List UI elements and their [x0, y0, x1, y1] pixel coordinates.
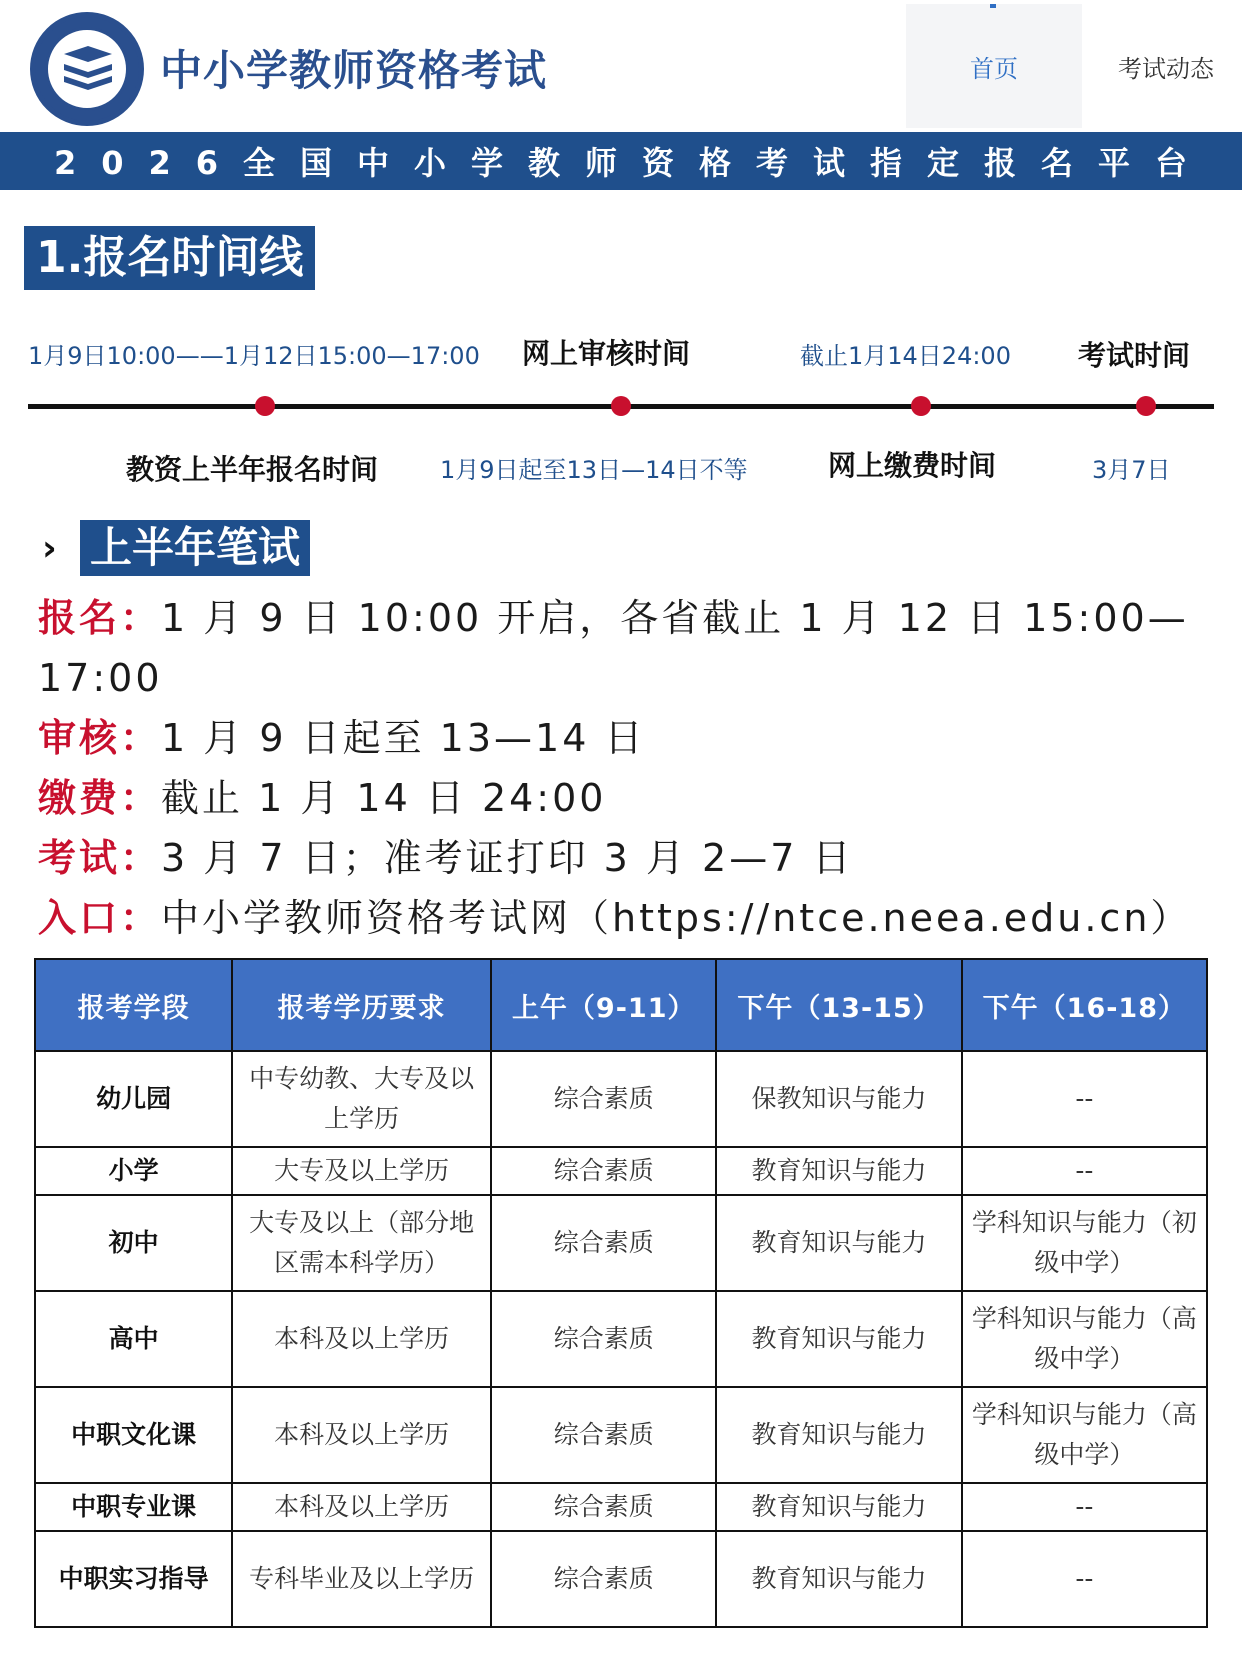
timeline-dot	[1136, 396, 1156, 416]
exam-schedule-table	[34, 958, 1208, 1628]
table-row	[35, 1531, 1207, 1627]
active-tab-marker	[990, 4, 996, 8]
table-cell: 本科及以上学历	[232, 1291, 491, 1387]
timeline-label: 网上审核时间	[522, 337, 691, 370]
table-cell: 综合素质	[491, 1483, 716, 1531]
timeline-dot	[911, 396, 931, 416]
timeline-label: 3月7日	[1092, 456, 1171, 484]
table-cell: 学科知识与能力（初级中学）	[962, 1195, 1207, 1291]
detail-line	[38, 768, 1208, 828]
column-header: 报考学段	[35, 959, 232, 1051]
platform-banner: 2026全国中小学教师资格考试指定报名平台	[0, 132, 1242, 190]
detail-text: 3 月 7 日；准考证打印 3 月 2—7 日	[161, 836, 854, 880]
timeline-label: 考试时间	[1078, 339, 1191, 372]
timeline-dot	[255, 396, 275, 416]
table-cell: 中职实习指导	[35, 1531, 232, 1627]
entry-link[interactable]: 中小学教师资格考试网（https://ntce.neea.edu.cn）	[161, 896, 1192, 940]
section-title: 1.报名时间线	[24, 226, 315, 290]
table-cell: 大专及以上学历	[232, 1147, 491, 1195]
column-header: 上午（9-11）	[491, 959, 716, 1051]
timeline-label: 1月9日10:00——1月12日15:00—17:00	[28, 342, 480, 370]
table-cell: 大专及以上（部分地区需本科学历）	[232, 1195, 491, 1291]
timeline-label: 1月9日起至13日—14日不等	[440, 456, 748, 484]
table-cell: 中职专业课	[35, 1483, 232, 1531]
table-cell: 保教知识与能力	[716, 1051, 961, 1147]
table-cell: 本科及以上学历	[232, 1387, 491, 1483]
table-cell: 综合素质	[491, 1147, 716, 1195]
table-cell: --	[962, 1483, 1207, 1531]
detail-text: 1 月 9 日起至 13—14 日	[161, 716, 646, 760]
table-cell: 本科及以上学历	[232, 1483, 491, 1531]
site-title: 中小学教师资格考试	[160, 46, 548, 95]
column-header: 报考学历要求	[232, 959, 491, 1051]
detail-label: 考试：	[38, 836, 162, 880]
detail-text: 1 月 9 日 10:00 开启，各省截止 1 月 12 日 15:00—17:00	[38, 596, 1189, 700]
table-cell: 教育知识与能力	[716, 1195, 961, 1291]
detail-label: 缴费：	[38, 776, 162, 820]
table-cell: 教育知识与能力	[716, 1483, 961, 1531]
timeline-dot	[611, 396, 631, 416]
table-row	[35, 1051, 1207, 1147]
table-cell: 中职文化课	[35, 1387, 232, 1483]
site-logo[interactable]	[30, 12, 144, 126]
timeline-label: 教资上半年报名时间	[126, 453, 379, 486]
table-cell: 教育知识与能力	[716, 1531, 961, 1627]
nav-news-tab[interactable]	[1090, 4, 1242, 128]
detail-line	[38, 708, 1208, 768]
table-row	[35, 1483, 1207, 1531]
table-cell: 小学	[35, 1147, 232, 1195]
table-row	[35, 1147, 1207, 1195]
detail-label: 报名：	[38, 596, 162, 640]
nav-news-label: 考试动态	[1118, 54, 1214, 83]
chevron-right-icon: ›	[42, 528, 57, 569]
detail-label: 审核：	[38, 716, 162, 760]
subsection-title: 上半年笔试	[80, 520, 310, 576]
detail-line	[38, 888, 1208, 948]
table-cell: 学科知识与能力（高级中学）	[962, 1387, 1207, 1483]
table-cell: 综合素质	[491, 1387, 716, 1483]
table-cell: 幼儿园	[35, 1051, 232, 1147]
table-cell: 教育知识与能力	[716, 1387, 961, 1483]
table-header-row	[35, 959, 1207, 1051]
table-cell: 学科知识与能力（高级中学）	[962, 1291, 1207, 1387]
nav-home-label: 首页	[970, 54, 1018, 83]
timeline-label: 网上缴费时间	[828, 449, 997, 482]
table-row	[35, 1195, 1207, 1291]
table-cell: 综合素质	[491, 1195, 716, 1291]
table-cell: --	[962, 1051, 1207, 1147]
table-cell: 初中	[35, 1195, 232, 1291]
table-cell: --	[962, 1531, 1207, 1627]
nav-home-tab[interactable]	[906, 4, 1082, 128]
table-cell: 专科毕业及以上学历	[232, 1531, 491, 1627]
table-cell: --	[962, 1147, 1207, 1195]
detail-label: 入口：	[38, 896, 162, 940]
column-header: 下午（16-18）	[962, 959, 1207, 1051]
detail-line	[38, 588, 1208, 708]
timeline-label: 截止1月14日24:00	[800, 342, 1011, 370]
book-stack-icon	[45, 27, 129, 111]
table-cell: 高中	[35, 1291, 232, 1387]
table-row	[35, 1387, 1207, 1483]
column-header: 下午（13-15）	[716, 959, 961, 1051]
site-header	[0, 0, 1242, 132]
table-cell: 综合素质	[491, 1531, 716, 1627]
table-row	[35, 1291, 1207, 1387]
detail-line	[38, 828, 1208, 888]
table-cell: 综合素质	[491, 1291, 716, 1387]
table-cell: 教育知识与能力	[716, 1291, 961, 1387]
detail-text: 截止 1 月 14 日 24:00	[161, 776, 607, 820]
table-cell: 教育知识与能力	[716, 1147, 961, 1195]
table-cell: 综合素质	[491, 1051, 716, 1147]
table-cell: 中专幼教、大专及以上学历	[232, 1051, 491, 1147]
